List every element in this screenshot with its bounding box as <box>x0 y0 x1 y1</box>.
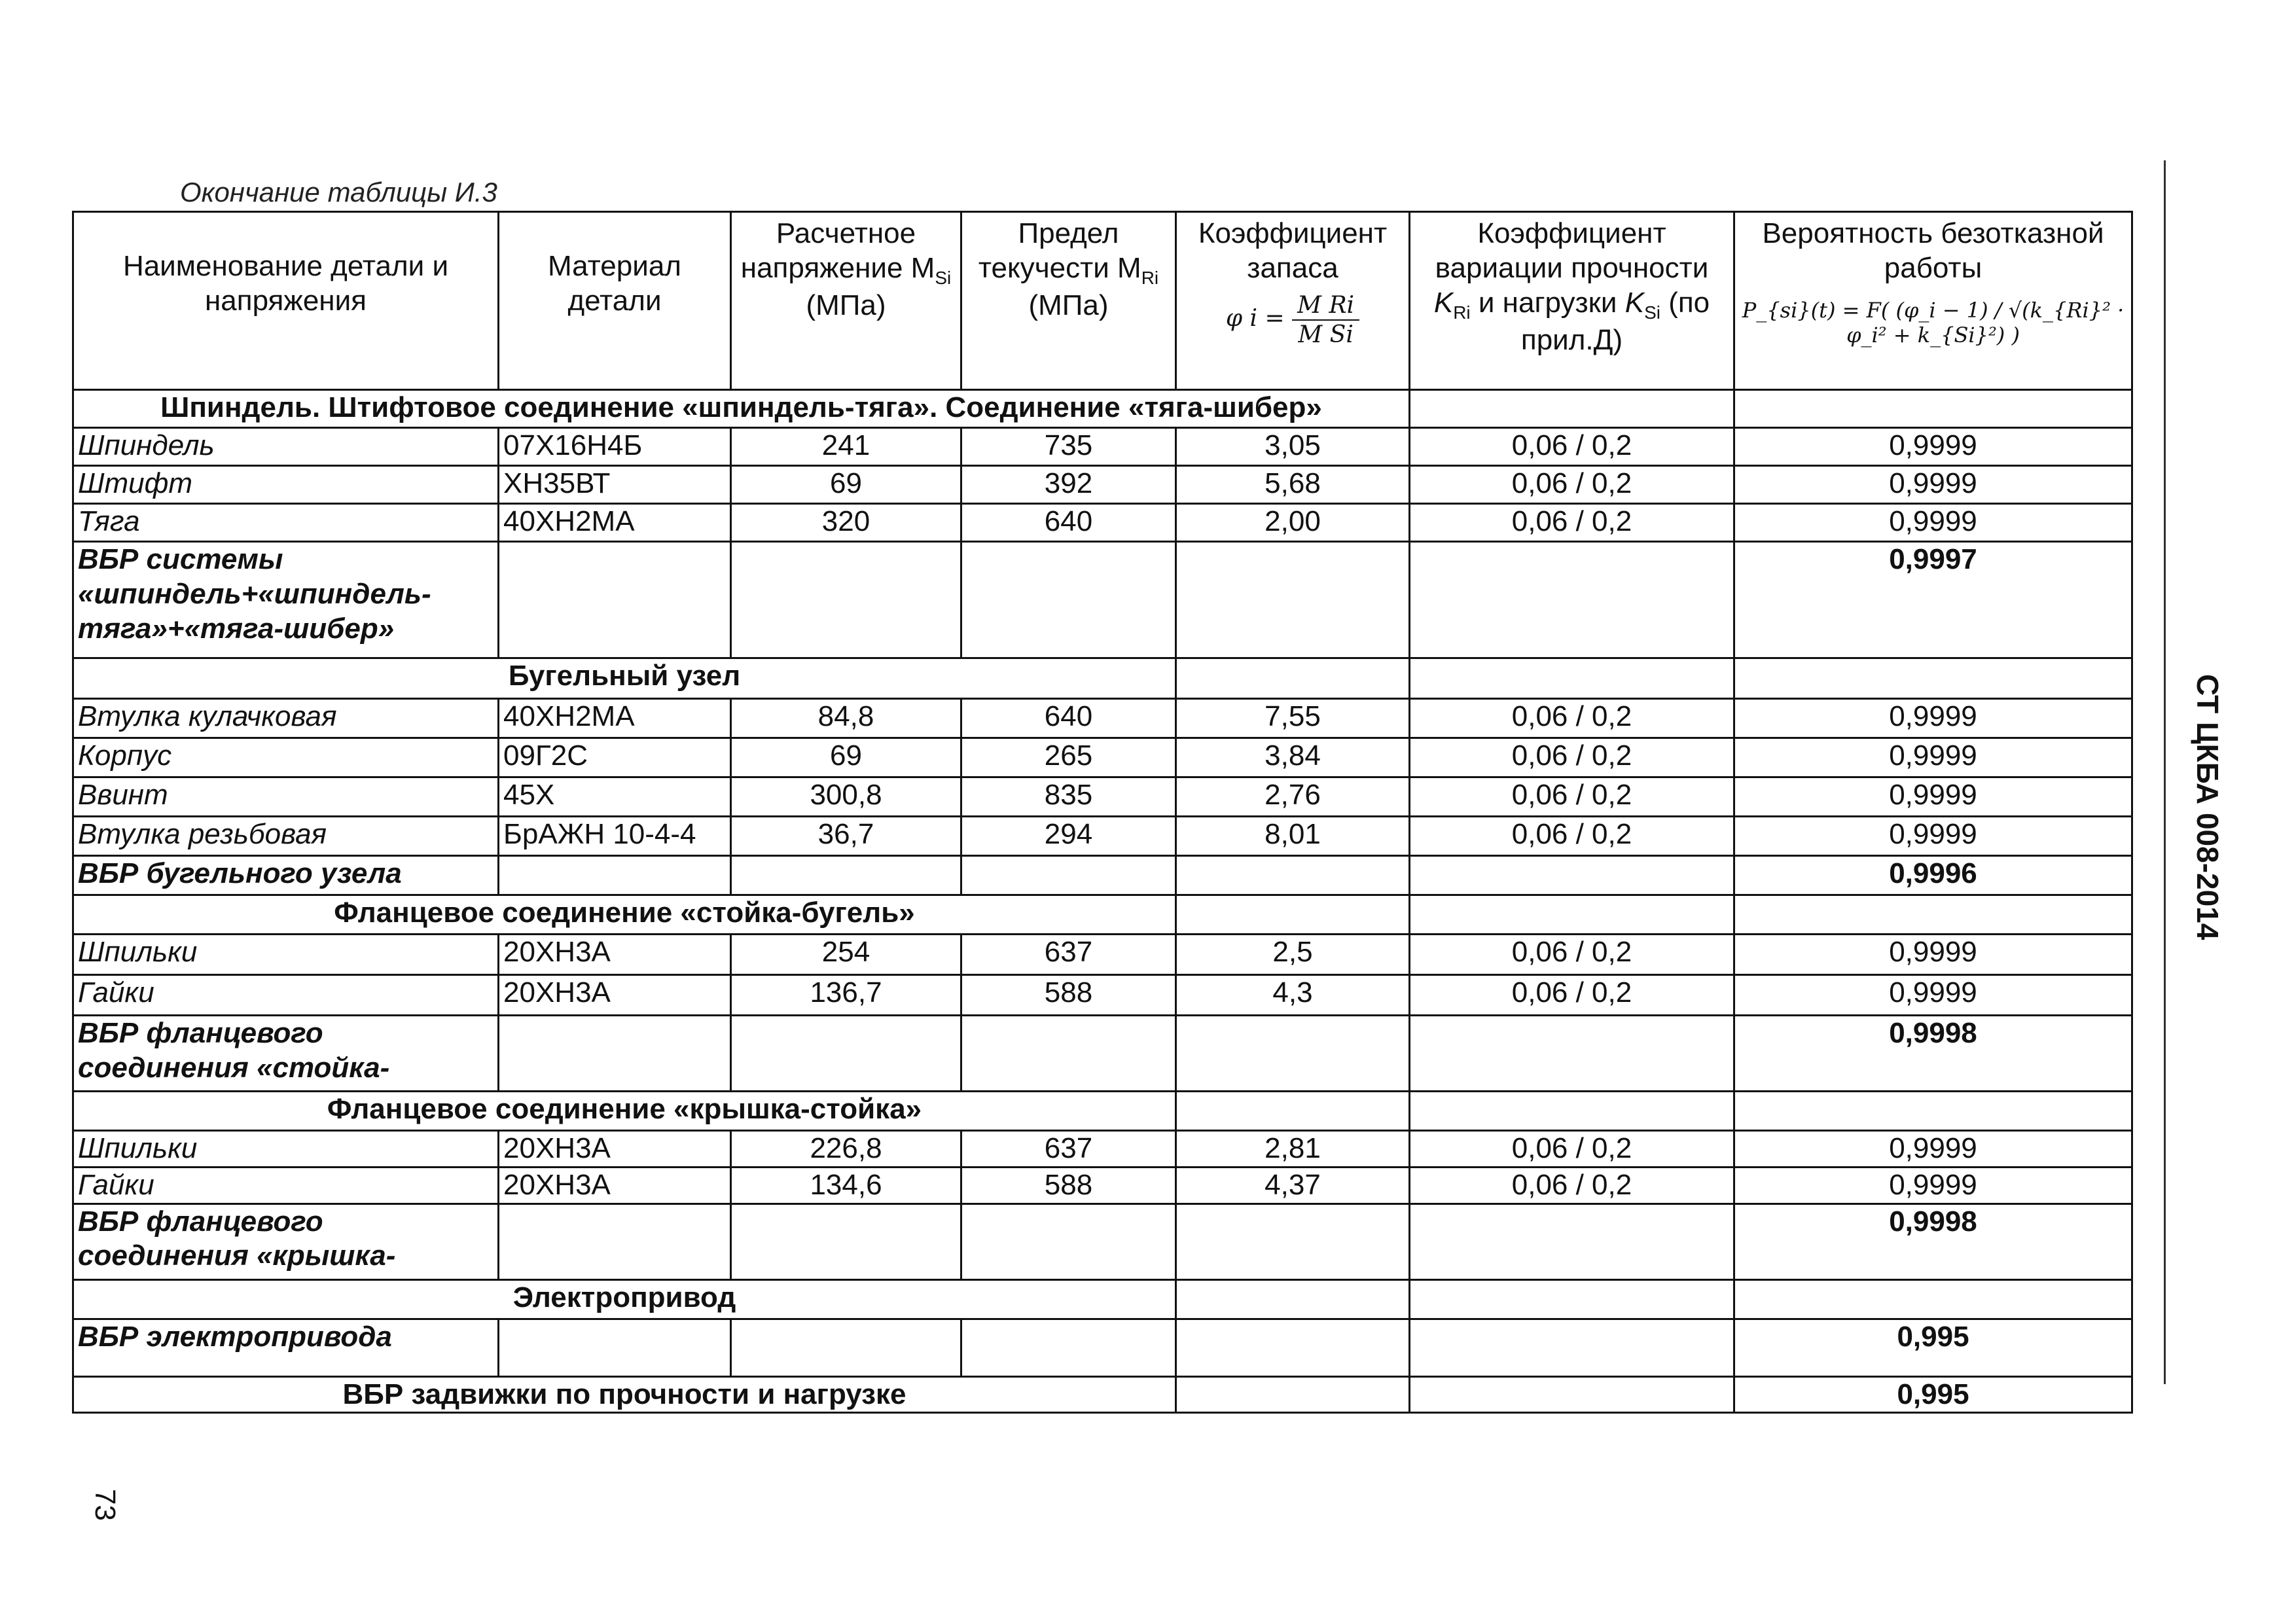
table-row: Гайки 20ХН3А 136,7 588 4,3 0,06 / 0,2 0,9999 <box>73 975 2132 1016</box>
header-stress: Расчетное напряжение $M_{Si}$ (МПа) <box>731 212 961 390</box>
header-material: Материал детали <box>499 212 731 390</box>
header-row <box>73 212 2132 390</box>
header-variation: Коэффициент вариации прочности $K_{Ri}$ и нагрузки $K_{Si}$ (по прил.Д) <box>1410 212 1734 390</box>
table-row: Гайки 20ХН3А 134,6 588 4,37 0,06 / 0,2 0,9999 <box>73 1167 2132 1204</box>
table-row: Шпильки 20ХН3А 254 637 2,5 0,06 / 0,2 0,9999 <box>73 935 2132 975</box>
subtotal-row: ВБР бугельного узела 0,9996 <box>73 856 2132 895</box>
header-probability: Вероятность безотказной работы P_{si}(t) = F( (φ_i − 1) / √(k_{Ri}² · φ_i² + k_{Si}²) ) <box>1734 212 2132 390</box>
section-row: Электропривод <box>73 1279 2132 1319</box>
table-row: Тяга 40ХН2МА 320 640 2,00 0,06 / 0,2 0,9999 <box>73 504 2132 542</box>
subtotal-row: ВБР электропривода 0,995 <box>73 1319 2132 1376</box>
margin-rule <box>2164 160 2166 1384</box>
subtotal-row: ВБР фланцевого соединения «крышка- 0,9998 <box>73 1204 2132 1279</box>
total-row: ВБР задвижки по прочности и нагрузке 0,995 <box>73 1376 2132 1413</box>
table-row: Шпильки 20ХН3А 226,8 637 2,81 0,06 / 0,2 0,9999 <box>73 1131 2132 1168</box>
table-row: Ввинт 45Х 300,8 835 2,76 0,06 / 0,2 0,9999 <box>73 777 2132 817</box>
subtotal-row: ВБР фланцевого соединения «стойка- 0,9998 <box>73 1016 2132 1092</box>
table-row: Корпус 09Г2С 69 265 3,84 0,06 / 0,2 0,9999 <box>73 738 2132 777</box>
table-row: Втулка кулачковая 40ХН2МА 84,8 640 7,55 0,06 / 0,2 0,9999 <box>73 699 2132 738</box>
reliability-table <box>72 211 2133 1414</box>
subtotal-row: ВБР системы «шпиндель+«шпиндель-тяга»+«тяга-шибер» 0,9997 <box>73 542 2132 658</box>
section-row: Фланцевое соединение «крышка-стойка» <box>73 1092 2132 1131</box>
section-row: Бугельный узел <box>73 658 2132 699</box>
document-code: СТ ЦКБА 008-2014 <box>2191 674 2225 940</box>
table-row: Шпиндель 07Х16Н4Б 241 735 3,05 0,06 / 0,2 0,9999 <box>73 428 2132 466</box>
header-safety: Коэффициент запаса φ i = $\frac{\text{M Ri}}{\text{M Si}}$ <box>1176 212 1410 390</box>
table-caption: Окончание таблицы И.3 <box>180 177 497 207</box>
header-name: Наименование детали и напряжения <box>73 212 499 390</box>
page-number: 73 <box>89 1489 121 1521</box>
section-row: Фланцевое соединение «стойка-бугель» <box>73 895 2132 935</box>
probability-formula: P_{si}(t) = F( (φ_i − 1) / √(k_{Ri}² · φ_i² + k_{Si}²) ) <box>1742 297 2125 348</box>
section-row: Шпиндель. Штифтовое соединение «шпиндель-тяга». Соединение «тяга-шибер» <box>73 390 2132 428</box>
safety-formula: φ i = $\frac{\text{M Ri}}{\text{M Si}}$ <box>1181 291 1405 349</box>
table-row: Штифт ХН35ВТ 69 392 5,68 0,06 / 0,2 0,9999 <box>73 466 2132 504</box>
table-row: Втулка резьбовая БрАЖН 10-4-4 36,7 294 8,01 0,06 / 0,2 0,9999 <box>73 817 2132 856</box>
header-yield: Предел текучести $M_{Ri}$ (МПа) <box>961 212 1176 390</box>
